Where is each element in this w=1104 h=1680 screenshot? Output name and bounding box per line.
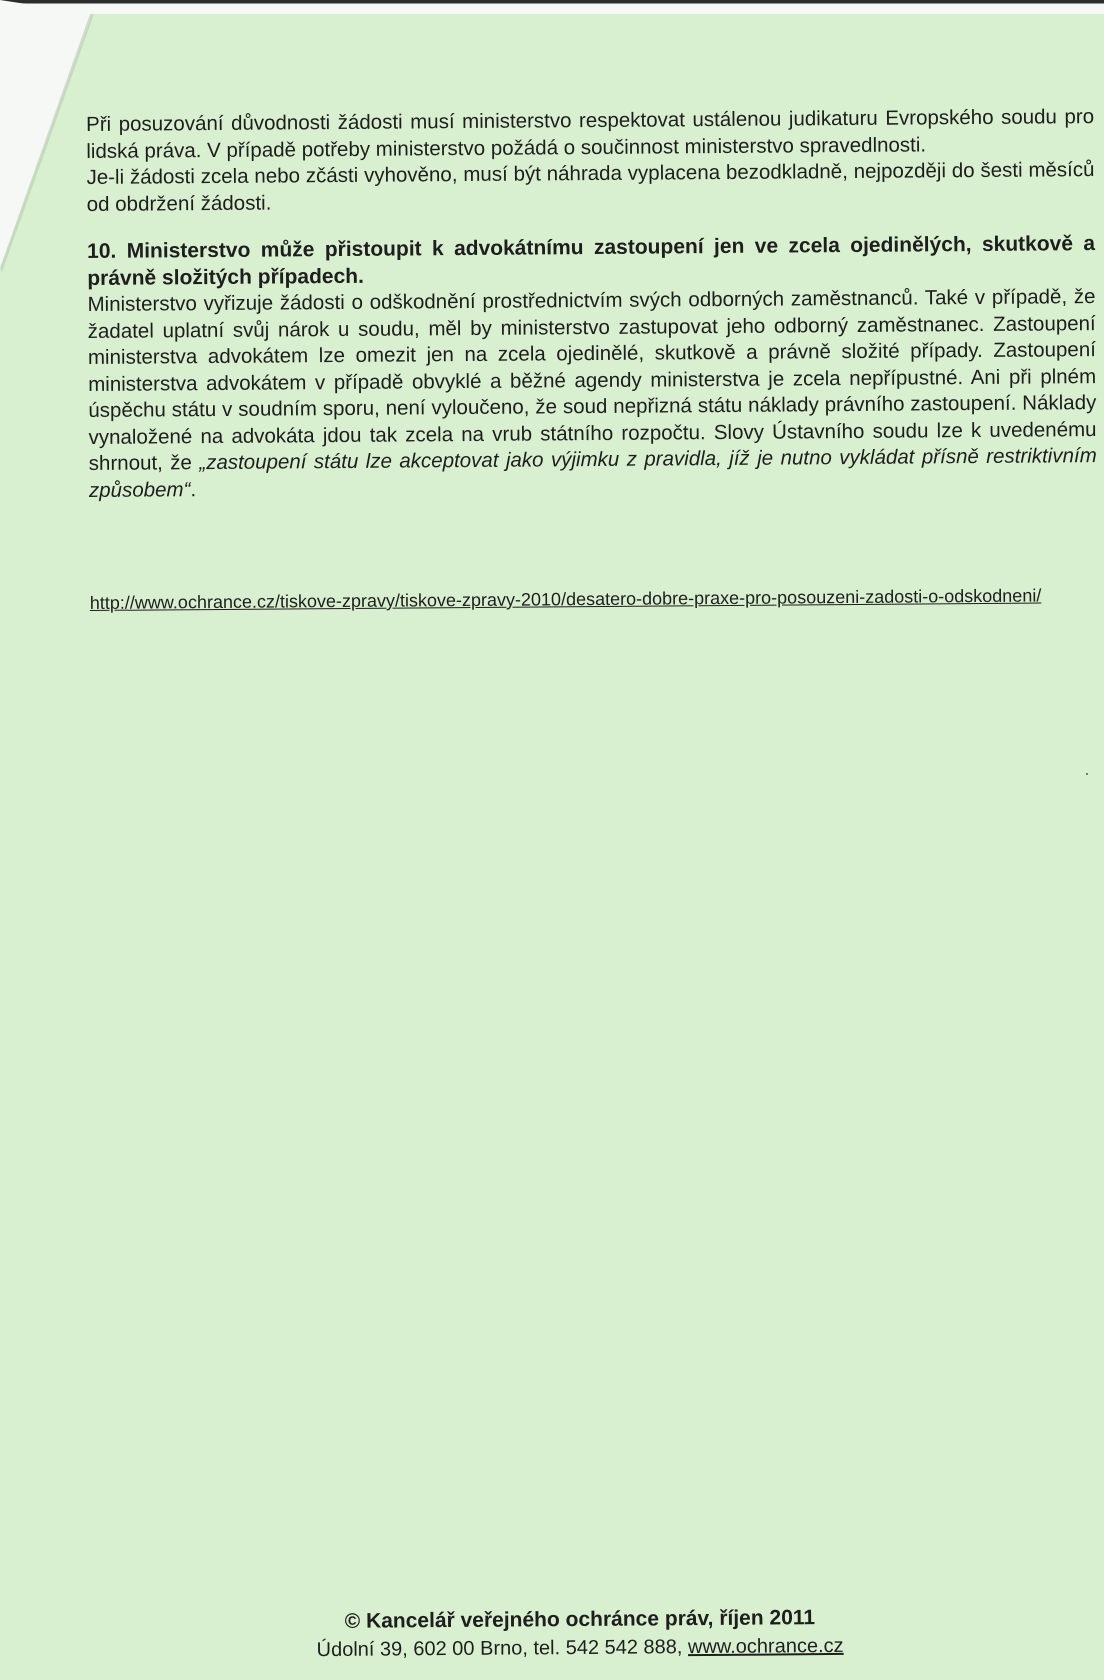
constitutional-court-quote: „zastoupení státu lze akceptovat jako výjimku z pravidla, jíž je nutno vykládat přísně restriktivním způsobem“ [88, 444, 1097, 502]
section-heading-10: 10. Ministerstvo může přistoupit k advokátnímu zastoupení jen ve zcela ojedinělých, skutkově a právně složitých případech. [87, 232, 1096, 290]
paragraph-judikatura: Při posuzování důvodnosti žádosti musí ministerstvo respektovat ustálenou judikaturu Evropského soudu pro lidská práva. V případě potřeby ministerstvo požádá o součinnost ministerstvo spravedlnosti. [86, 105, 1095, 163]
paragraph-advokat-end: . [190, 477, 197, 501]
paragraph-advokat [87, 284, 1097, 504]
dust-speck [1086, 773, 1088, 775]
page-footer [250, 1603, 910, 1664]
document-body [86, 104, 1098, 615]
footer-address-text: Údolní 39, 602 00 Brno, tel. 542 542 888, [316, 1636, 689, 1662]
paragraph-nahrada: Je-li žádosti zcela nebo zčásti vyhověno, musí být náhrada vyplacena bezodkladně, nejpozději do šesti měsíců od obdržení žádosti. [86, 158, 1095, 216]
footer-copyright: © Kancelář veřejného ochránce práv, říjen 2011 [344, 1606, 816, 1633]
footer-website-link[interactable]: www.ochrance.cz [687, 1634, 844, 1659]
paragraph-advokat-text: Ministerstvo vyřizuje žádosti o odškodnění prostřednictvím svých odborných zaměstnanců. Také v případě, že žadatel uplatní svůj nárok u soudu, měl by ministerstvo zastupovat jeho odborný zaměstnanec. Zastoupení ministerstva advokátem lze omezit jen na zcela ojedinělé, skutkově a právně složité případy. Zastoupení ministerstva advokátem v případě obvyklé a běžné agendy ministerstva je zcela nepřípustné. Ani při plném úspěchu státu v soudním sporu, není vyloučeno, že soud nepřizná státu náklady právního zastoupení. Náklady vynaložené na advokáta jdou tak zcela na vrub státního rozpočtu. Slovy Ústavního soudu lze k uvedenému shrnout, že [87, 285, 1097, 475]
source-link[interactable]: http://www.ochrance.cz/tiskove-zpravy/tiskove-zpravy-2010/desatero-dobre-praxe-pro-posouzeni-zadosti-o-odskodneni/ [89, 585, 1042, 613]
scan-top-edge [0, 0, 1104, 14]
footer-address [250, 1631, 910, 1664]
